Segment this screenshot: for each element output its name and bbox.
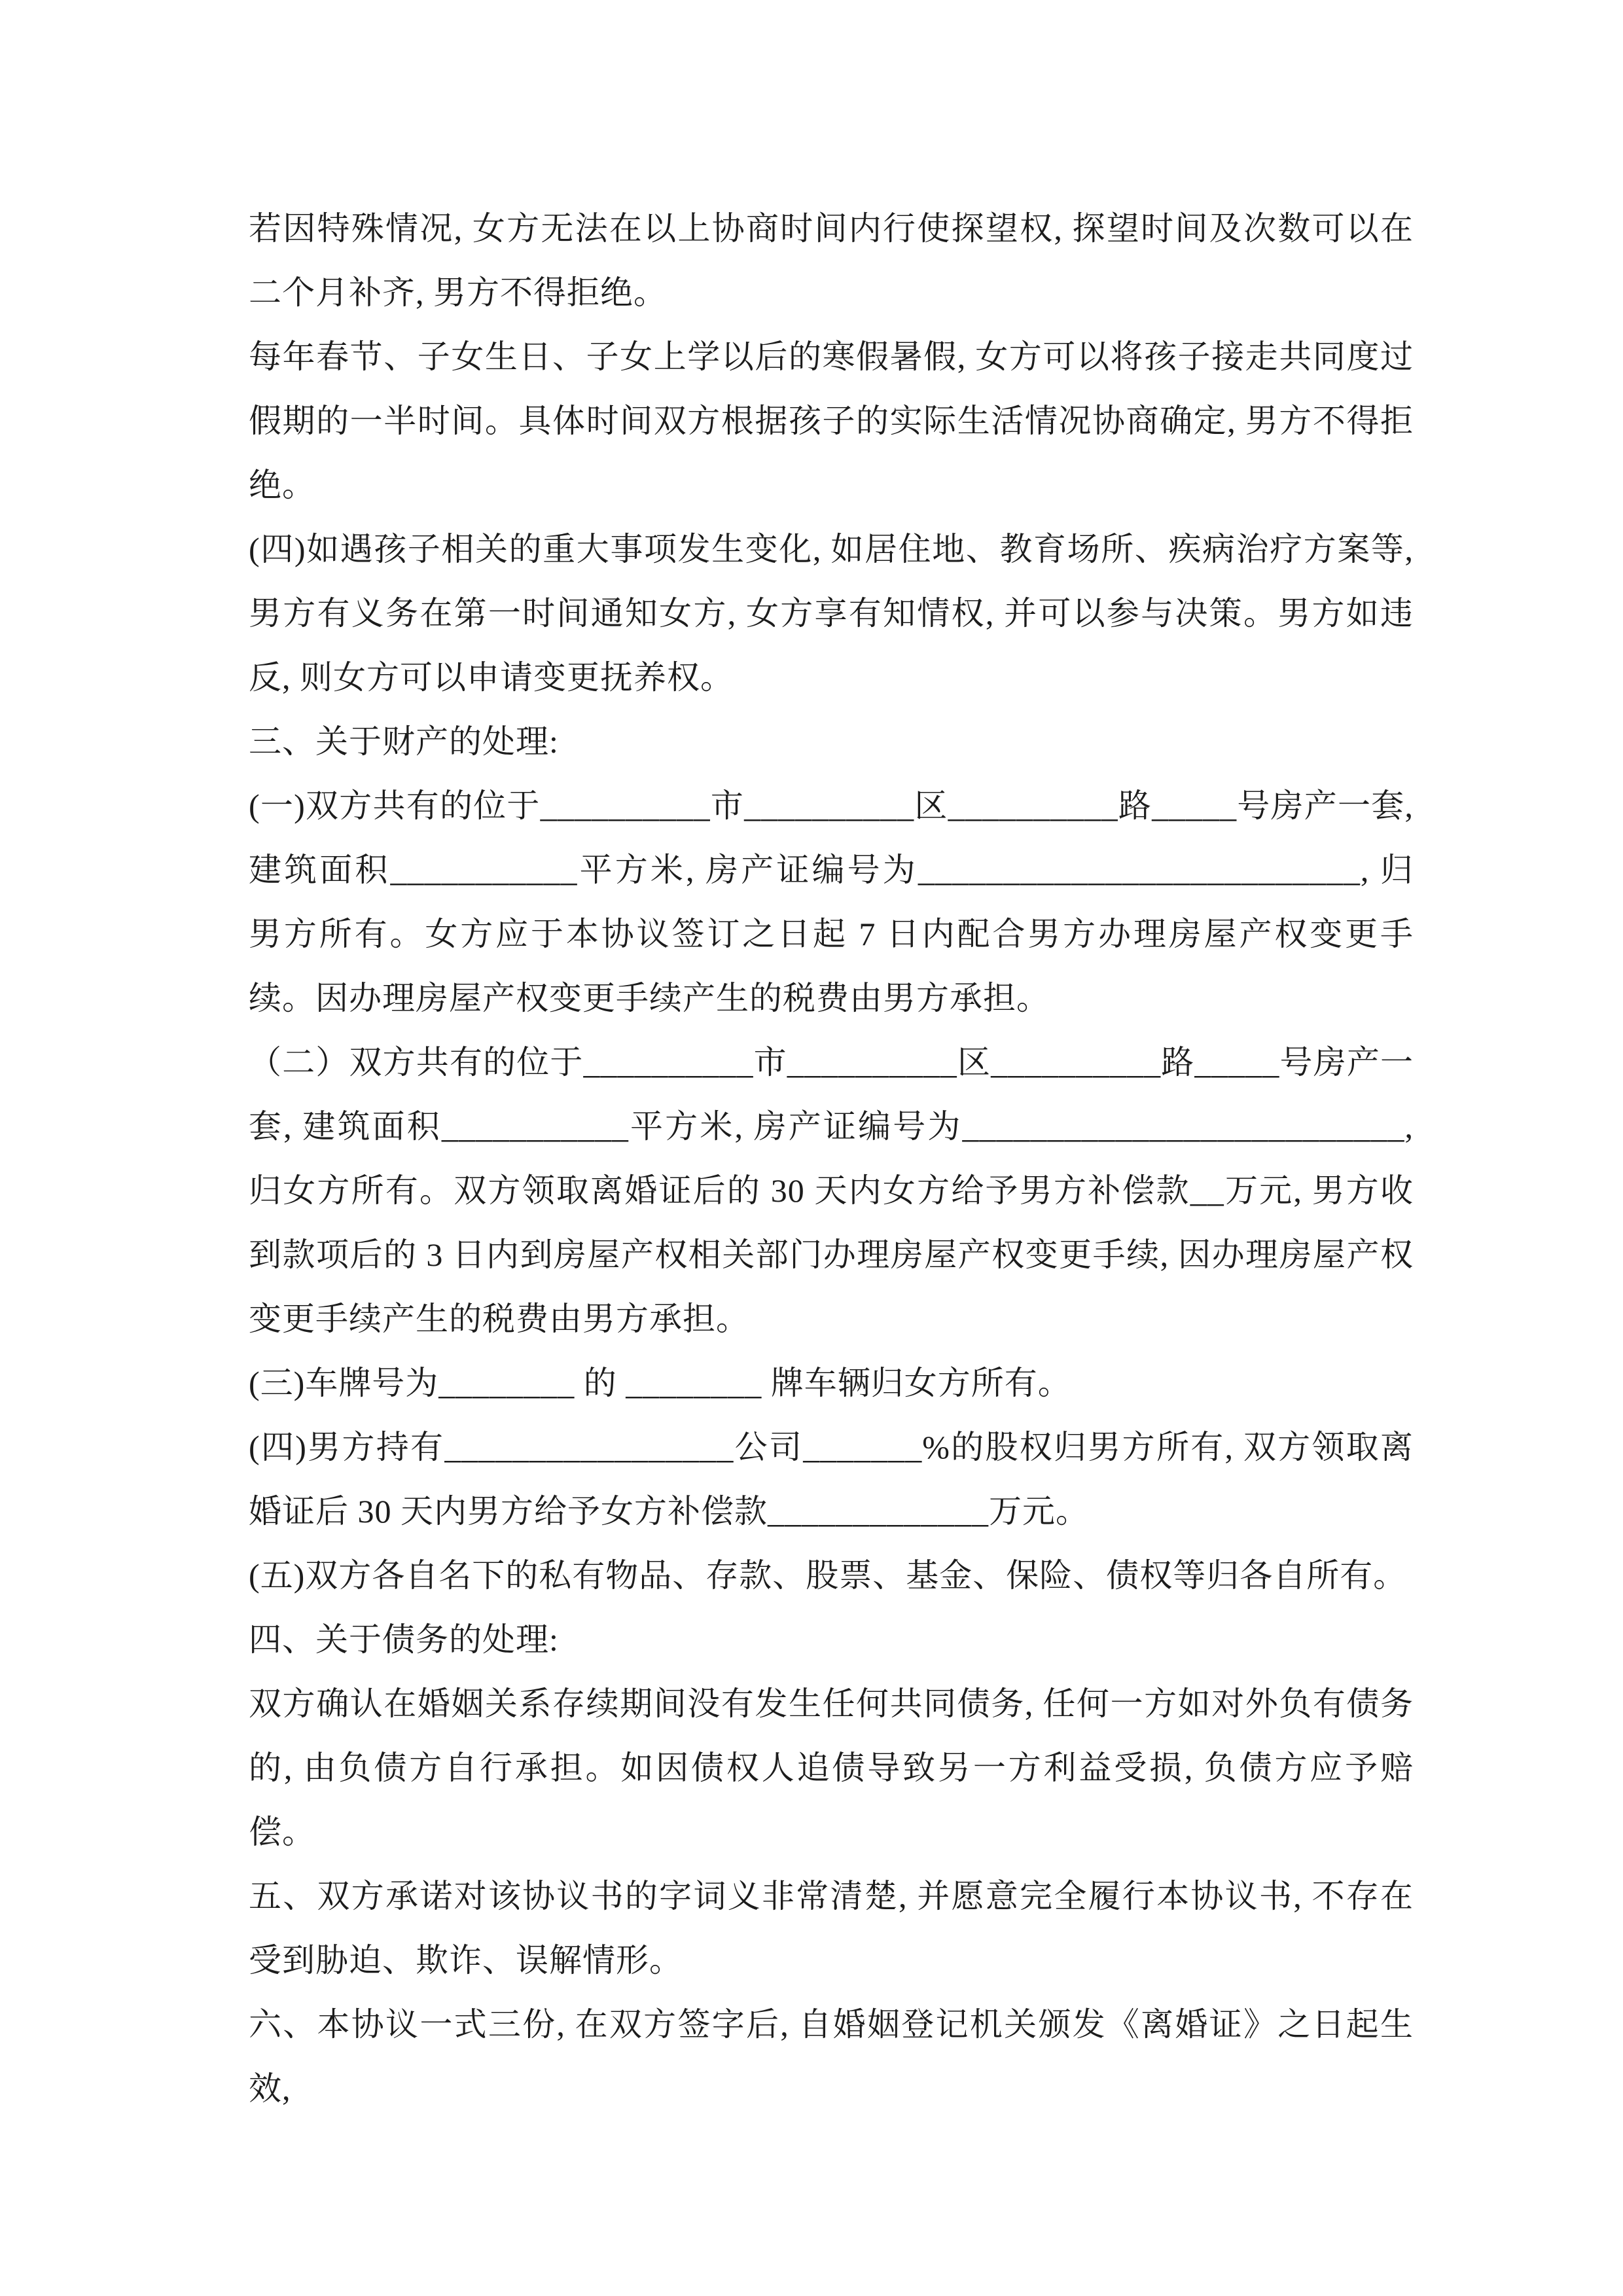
paragraph-section-5-commitment: 五、双方承诺对该协议书的字词义非常清楚, 并愿意完全履行本协议书, 不存在受到胁迫、欺诈、误解情形。	[249, 1878, 1414, 1979]
paragraph-property-1-house-male: (一)双方共有的位于__________市__________区__________路_____号房产一套, 建筑面积___________平方米, 房产证编号为__________________________, 归男方所有。女方应于本协议签订之日起 7 日内配合男方办理房屋产权变更手续。因办理房屋产权变更手续产生的税费由男方承担。	[249, 787, 1414, 1016]
paragraph-holiday-visitation: 每年春节、子女生日、子女上学以后的寒假暑假, 女方可以将孩子接走共同度过假期的一半时间。具体时间双方根据孩子的实际生活情况协商确定, 男方不得拒绝。	[249, 338, 1414, 503]
heading-section-3-property: 三、关于财产的处理:	[249, 723, 559, 760]
paragraph-section-6-effectiveness: 六、本协议一式三份, 在双方签字后, 自婚姻登记机关颁发《离婚证》之日起生效,	[249, 2006, 1414, 2107]
paragraph-property-3-vehicle: (三)车牌号为________ 的 ________ 牌车辆归女方所有。	[249, 1365, 1071, 1401]
paragraph-property-2-house-female: （二）双方共有的位于__________市__________区__________路_____号房产一套, 建筑面积___________平方米, 房产证编号为__________________________, 归女方所有。双方领取离婚证后的 30 天内女方给予男方补偿款__万元, 男方收到款项后的 3 日内到房屋产权相关部门办理房屋产权变更手续, 因办理房屋产权变更手续产生的税费由男方承担。	[249, 1044, 1414, 1337]
paragraph-debt-confirmation: 双方确认在婚姻关系存续期间没有发生任何共同债务, 任何一方如对外负有债务的, 由负债方自行承担。如因债权人追债导致另一方利益受损, 负债方应予赔偿。	[249, 1685, 1414, 1850]
document-body	[249, 196, 1414, 2121]
paragraph-item-4-major-matters: (四)如遇孩子相关的重大事项发生变化, 如居住地、教育场所、疾病治疗方案等, 男方有义务在第一时间通知女方, 女方享有知情权, 并可以参与决策。男方如违反, 则女方可以申请变更抚养权。	[249, 531, 1414, 696]
paragraph-visitation-makeup: 若因特殊情况, 女方无法在以上协商时间内行使探望权, 探望时间及次数可以在二个月补齐, 男方不得拒绝。	[249, 210, 1414, 311]
heading-section-4-debts: 四、关于债务的处理:	[249, 1621, 559, 1658]
paragraph-property-5-personal-items: (五)双方各自名下的私有物品、存款、股票、基金、保险、债权等归各自所有。	[249, 1557, 1407, 1594]
paragraph-property-4-equity: (四)男方持有_________________公司_______%的股权归男方所有, 双方领取离婚证后 30 天内男方给予女方补偿款_____________万元。	[249, 1429, 1414, 1530]
